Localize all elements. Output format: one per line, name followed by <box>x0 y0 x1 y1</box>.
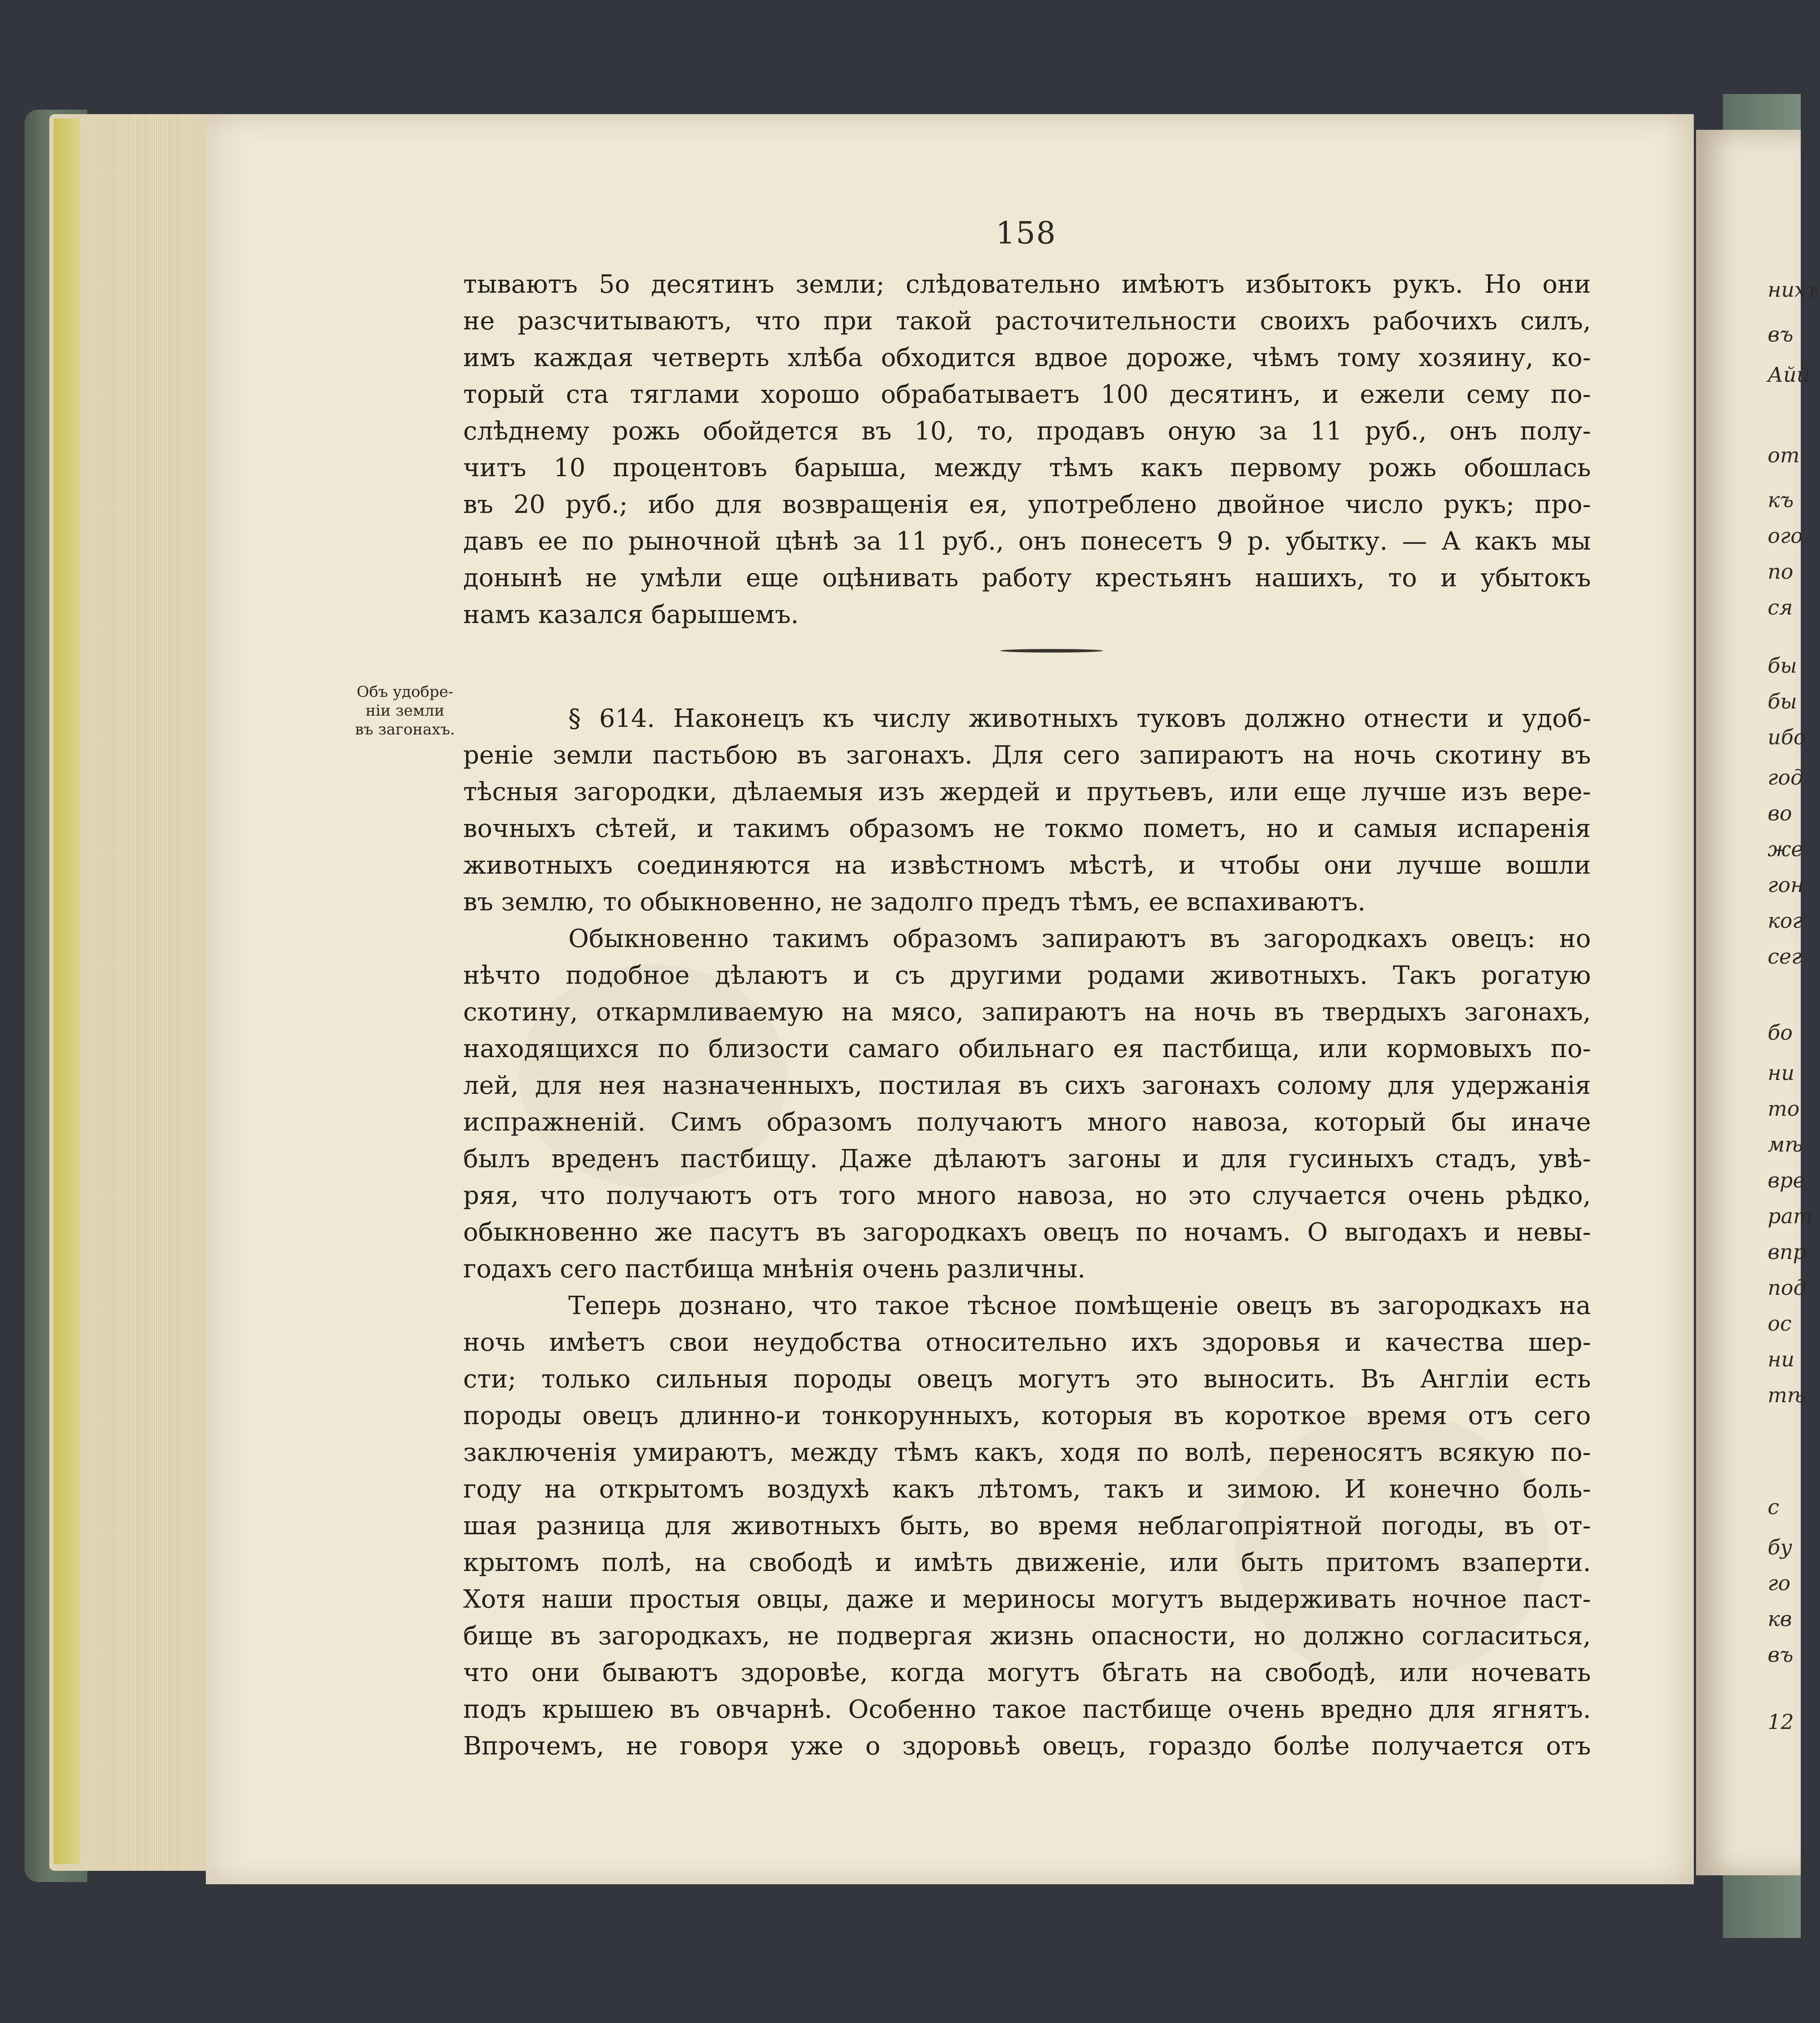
facing-page-fragment: с <box>1768 1495 1779 1519</box>
facing-page-fragment: сег <box>1768 944 1802 969</box>
facing-page-fragment: ни <box>1768 1347 1794 1371</box>
text-line: Обыкновенно такимъ образомъ запираютъ въ загородкахъ овецъ: но <box>568 924 1591 953</box>
facing-page-fragment: по <box>1768 559 1794 584</box>
facing-page-fragment: же <box>1768 837 1803 861</box>
text-line: читъ 10 процентовъ барыша, между тѣмъ какъ первому рожь обошлась <box>463 453 1591 482</box>
text-line: Теперь дознано, что такое тѣсное помѣщеніе овецъ въ загородкахъ на <box>568 1291 1591 1320</box>
text-line: въ 20 руб.; ибо для возвращенія ея, употреблено двойное число рукъ; про- <box>463 490 1591 519</box>
text-line: животныхъ соединяются на извѣстномъ мѣстѣ, и чтобы они лучше вошли <box>463 851 1591 880</box>
facing-page-edge <box>1696 130 1820 1875</box>
facing-page-fragment: въ <box>1768 322 1794 346</box>
facing-page-fragment: нихъ <box>1768 277 1820 302</box>
text-line: лей, для нея назначенныхъ, постилая въ сихъ загонахъ солому для удержанія <box>463 1071 1591 1100</box>
facing-page-fragment: ого <box>1768 524 1803 548</box>
text-line: реніе земли пастьбою въ загонахъ. Для сего запираютъ на ночь скотину въ <box>463 741 1591 770</box>
facing-page-fragment: от <box>1768 443 1800 467</box>
text-line: годахъ сего пастбища мнѣнія очень различны. <box>463 1255 1086 1284</box>
text-line: подъ крышею въ овчарнѣ. Особенно такое пастбище очень вредно для ягнятъ. <box>463 1695 1591 1724</box>
margin-note <box>345 683 465 739</box>
facing-page-fragment: ибо <box>1768 725 1806 749</box>
facing-page-fragment: мѣ <box>1768 1132 1803 1157</box>
text-line: сти; только сильныя породы овецъ могутъ это выносить. Въ Англіи есть <box>463 1365 1591 1394</box>
text-line: Хотя наши простыя овцы, даже и мериносы могутъ выдерживать ночное паст- <box>463 1585 1591 1614</box>
margin-note-line: въ загонахъ. <box>355 721 455 738</box>
facing-page-fragment: ся <box>1768 595 1793 619</box>
facing-page-fragment: го <box>1768 1571 1790 1595</box>
text-line: породы овецъ длинно-и тонкорунныхъ, которыя въ короткое время отъ сего <box>463 1401 1591 1430</box>
text-line: вочныхъ сѣтей, и такимъ образомъ не токмо пометъ, но и самыя испаренія <box>463 814 1591 843</box>
text-line: донынѣ не умѣли еще оцѣнивать работу крестьянъ нашихъ, то и убытокъ <box>463 563 1591 593</box>
text-line: въ землю, то обыкновенно, не задолго предъ тѣмъ, ее вспахиваютъ. <box>463 888 1366 917</box>
margin-note-line: Объ удобре- <box>356 683 454 701</box>
facing-page-fragment: бы <box>1768 689 1797 713</box>
section-gap <box>463 633 1591 700</box>
text-line: ряя, что получаютъ отъ того много навоза, но это случается очень рѣдко, <box>463 1181 1591 1210</box>
body-text <box>463 266 1591 1765</box>
facing-page-fragment: бо <box>1768 1020 1793 1045</box>
text-line: что они бываютъ здоровѣе, когда могутъ бѣгать на свободѣ, или ночевать <box>463 1658 1591 1687</box>
facing-page-fragment: то <box>1768 1097 1800 1121</box>
facing-page-fragment: ког <box>1768 909 1803 933</box>
facing-page-fragment: год <box>1768 765 1804 790</box>
facing-page-fragment: рат <box>1768 1204 1813 1228</box>
facing-page-fragment: къ <box>1768 488 1794 512</box>
text-line: находящихся по близости самаго обильнаго ея пастбища, или кормовыхъ по- <box>463 1034 1591 1063</box>
text-line: крытомъ полѣ, на свободѣ и имѣть движеніе, или быть притомъ взаперти. <box>463 1548 1591 1577</box>
text-line: нѣчто подобное дѣлаютъ и съ другими родами животныхъ. Такъ рогатую <box>463 961 1591 990</box>
facing-page-fragment: тѣ <box>1768 1383 1806 1407</box>
text-line: § 614. Наконецъ къ числу животныхъ туковъ должно отнести и удоб- <box>568 704 1591 733</box>
text-line: намъ казался барышемъ. <box>463 600 799 629</box>
page-edges-gilt <box>54 119 81 1864</box>
facing-page-fragment: под <box>1768 1276 1807 1300</box>
text-line: тѣсныя загородки, дѣлаемыя изъ жердей и прутьевъ, или еще лучше изъ вере- <box>463 777 1591 807</box>
text-line: шая разница для животныхъ быть, во время неблагопріятной погоды, въ от- <box>463 1511 1591 1541</box>
text-line: не разсчитываютъ, что при такой расточительности своихъ рабочихъ силъ, <box>463 307 1591 336</box>
text-line: торый ста тяглами хорошо обрабатываетъ 100 десятинъ, и ежели сему по- <box>463 380 1591 409</box>
text-line: обыкновенно же пасутъ въ загородкахъ овецъ по ночамъ. О выгодахъ и невы- <box>463 1218 1591 1247</box>
text-line: слѣднему рожь обойдется въ 10, то, продавъ оную за 11 руб., онъ полу- <box>463 417 1591 446</box>
text-line: давъ ее по рыночной цѣнѣ за 11 руб., онъ понесетъ 9 р. убытку. — А какъ мы <box>463 527 1591 556</box>
facing-page-fragment: Айй <box>1768 363 1810 387</box>
margin-note-line: нiи земли <box>365 702 445 720</box>
text-line: испражненій. Симъ образомъ получаютъ много навоза, который бы иначе <box>463 1108 1591 1137</box>
facing-page-fragment: кв <box>1768 1607 1792 1631</box>
text-line: году на открытомъ воздухѣ какъ лѣтомъ, такъ и зимою. И конечно боль- <box>463 1475 1591 1504</box>
facing-page-fragment: бы <box>1768 653 1797 678</box>
text-line: ночь имѣетъ свои неудобства относительно ихъ здоровья и качества шер- <box>463 1328 1591 1357</box>
facing-page-fragment: 12 <box>1768 1710 1794 1734</box>
text-line: заключенія умираютъ, между тѣмъ какъ, ходя по волѣ, переносятъ всякую по- <box>463 1438 1591 1467</box>
facing-page-fragment: во <box>1768 801 1792 825</box>
facing-page-fragment: ни <box>1768 1061 1794 1085</box>
text-line: имъ каждая четверть хлѣба обходится вдвое дороже, чѣмъ тому хозяину, ко- <box>463 343 1591 372</box>
facing-page-fragment: вре <box>1768 1168 1805 1192</box>
text-line: бище въ загородкахъ, не подвергая жизнь опасности, но должно согласиться, <box>463 1622 1591 1651</box>
facing-page-fragment: впр <box>1768 1240 1806 1264</box>
text-line: былъ вреденъ пастбищу. Даже дѣлаютъ загоны и для гусиныхъ стадъ, увѣ- <box>463 1144 1591 1174</box>
facing-page-fragment: въ <box>1768 1643 1794 1667</box>
facing-page-fragment: ос <box>1768 1311 1792 1336</box>
text-line: тываютъ 5о десятинъ земли; слѣдовательно имѣютъ избытокъ рукъ. Но они <box>463 270 1591 299</box>
text-line: скотину, откармливаемую на мясо, запираютъ на ночь въ твердыхъ загонахъ, <box>463 998 1591 1027</box>
text-line: Впрочемъ, не говоря уже о здоровьѣ овецъ, гораздо болѣе получается отъ <box>463 1732 1591 1761</box>
page-number: 158 <box>996 216 1057 251</box>
facing-page-fragment: гон <box>1768 873 1804 897</box>
facing-page-fragment: бу <box>1768 1535 1792 1559</box>
